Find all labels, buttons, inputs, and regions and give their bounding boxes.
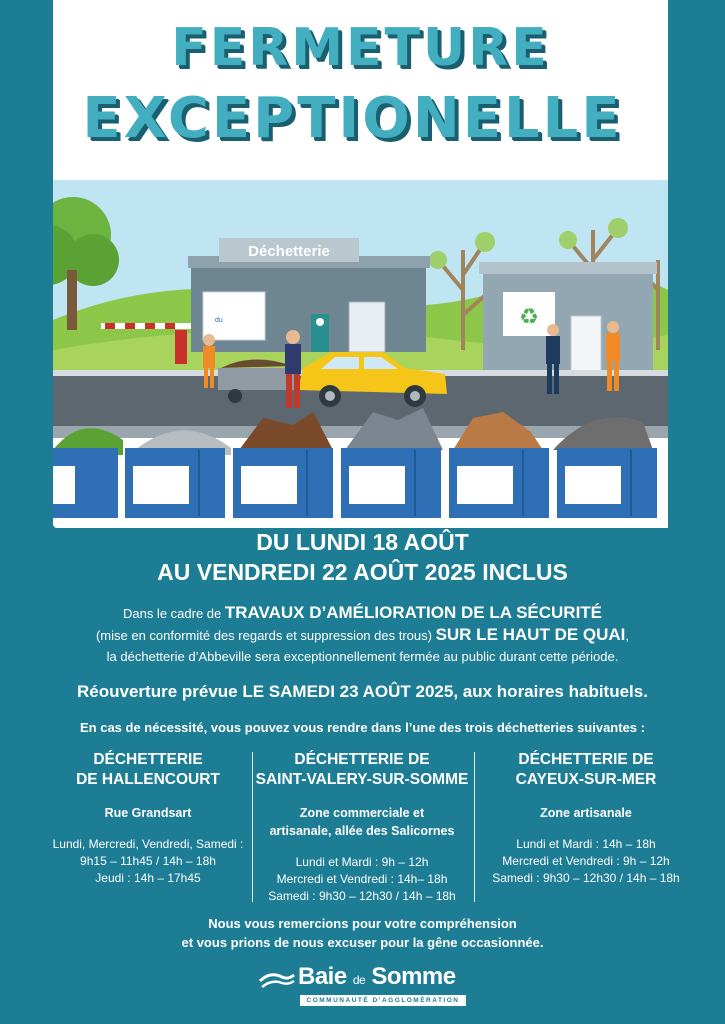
intro-text: Dans le cadre de TRAVAUX D’AMÉLIORATION DE LA SÉCURITÉ (mise en conformité des regards et suppression des trous) SUR LE HAUT DE QUAI, la déchetterie d’Abbeville sera exceptionnellement fermée au public durant cette période. <box>95 603 630 664</box>
right-building <box>479 262 657 380</box>
thanks-message: Nous vous remercions pour votre compréhension et vous prions de nous excuser pour la gêne occasionnée. <box>181 916 544 950</box>
building-sign: Déchetterie <box>248 243 330 260</box>
svg-text:du: du <box>215 317 223 324</box>
center-cayeux: DÉCHETTERIE DE CAYEUX-SUR-MER Zone artisanale Lundi et Mardi : 14h – 18h Mercredi et Vendredi : 9h – 12h Samedi : 9h30 – 12h30 / 14h – 18h <box>492 751 680 885</box>
recycling-center-illustration <box>53 150 668 528</box>
location-emphasis: SUR LE HAUT DE QUAI <box>435 625 626 644</box>
baie-de-somme-logo: Baie de Somme COMMUNAUTÉ D’AGGLOMÉRATION <box>258 963 468 1007</box>
title-line-2: EXCEPTIONELLE <box>82 86 623 151</box>
closure-dates-line-1: DU LUNDI 18 AOÛT <box>256 529 469 555</box>
recycle-icon: ♻ <box>519 305 539 330</box>
title-line-1: FERMETURE <box>171 18 550 78</box>
reopening-notice: Réouverture prévue LE SAMEDI 23 AOÛT 2025, aux horaires habituels. <box>77 682 648 701</box>
wave-icon <box>258 967 296 991</box>
alternatives-intro: En cas de nécessité, vous pouvez vous rendre dans l’une des trois déchetteries suivantes : <box>80 720 645 735</box>
center-saint-valery: DÉCHETTERIE DE SAINT-VALERY-SUR-SOMME Zone commerciale et artisanale, allée des Salicornes Lundi et Mardi : 9h – 12h Mercredi et Vendredi : 14h– 18h Samedi : 9h30 – 12h30 / 14h – 18h <box>255 751 469 903</box>
divider <box>474 752 475 902</box>
hero-panel <box>53 0 668 528</box>
closure-dates-line-2: AU VENDREDI 22 AOÛT 2025 INCLUS <box>157 559 568 585</box>
works-emphasis: TRAVAUX D’AMÉLIORATION DE LA SÉCURITÉ <box>224 603 603 622</box>
center-hallencourt: DÉCHETTERIE DE HALLENCOURT Rue Grandsart Lundi, Mercredi, Vendredi, Samedi : 9h15 – 11h45 / 14h – 18h Jeudi : 14h – 17h45 <box>52 751 244 885</box>
